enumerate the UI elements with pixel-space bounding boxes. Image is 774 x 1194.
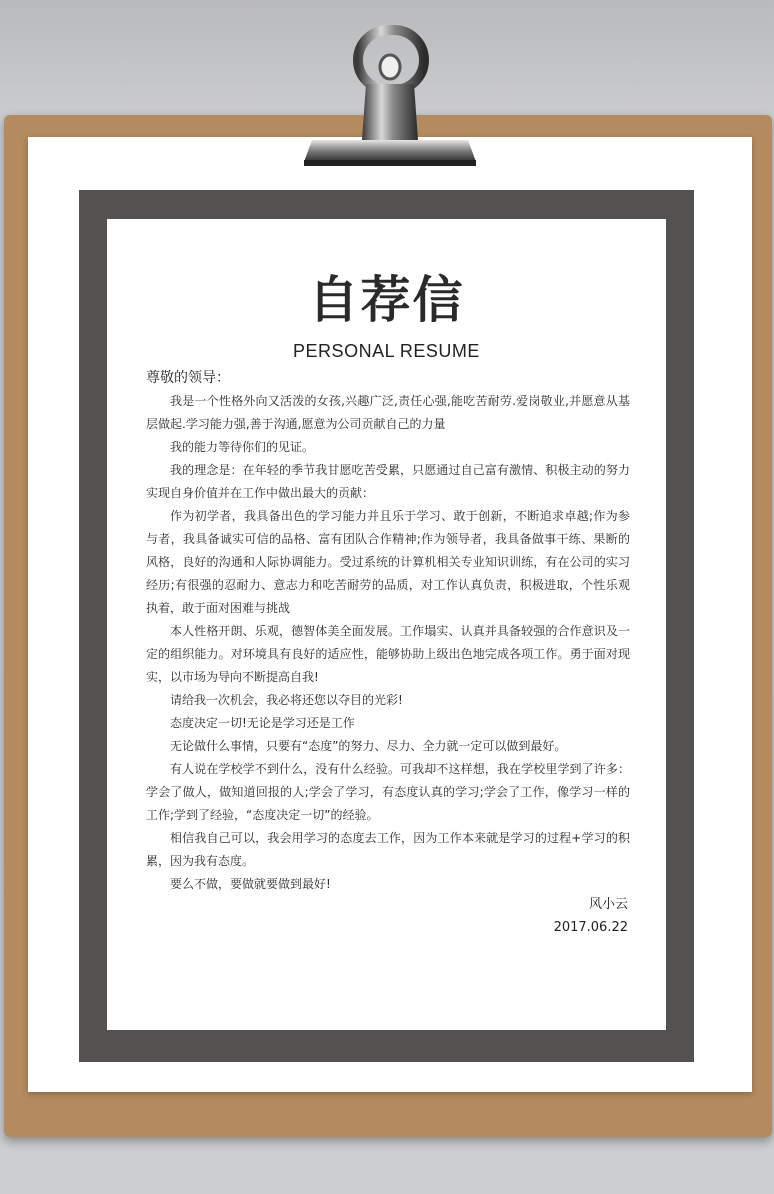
letter-title: 自荐信 bbox=[308, 271, 465, 329]
letter-paragraph: 有人说在学校学不到什么，没有什么经验。可我却不这样想，我在学校里学到了许多：学会了做人，做知道回报的人;学会了学习，有态度认真的学习;学会了工作，像学习一样的工作;学到了经验，“态度决定一切”的经验。 bbox=[146, 762, 630, 822]
letter-body bbox=[146, 390, 630, 896]
binder-clip-icon bbox=[300, 22, 480, 182]
letter-subtitle: PERSONAL RESUME bbox=[293, 341, 480, 361]
letter-paragraph: 无论做什么事情，只要有“态度”的努力、尽力、全力就一定可以做到最好。 bbox=[170, 739, 567, 753]
letter-paragraph: 我的能力等待你们的见证。 bbox=[170, 440, 315, 454]
letter-paragraph: 请给我一次机会，我必将还您以夺目的光彩! bbox=[170, 693, 403, 707]
signature-name: 风小云 bbox=[588, 897, 628, 912]
letter-paragraph: 我的理念是：在年轻的季节我甘愿吃苦受累，只愿通过自己富有激情、积极主动的努力实现自身价值并在工作中做出最大的贡献： bbox=[146, 463, 630, 500]
letter-paragraph: 要么不做，要做就要做到最好! bbox=[170, 877, 331, 891]
letter-paragraph: 态度决定一切!无论是学习还是工作 bbox=[170, 716, 355, 730]
letter-paragraph: 我是一个性格外向又活泼的女孩,兴趣广泛,责任心强,能吃苦耐劳.爱岗敬业,并愿意从基层做起.学习能力强,善于沟通,愿意为公司贡献自己的力量 bbox=[146, 394, 630, 431]
letter-greeting: 尊敬的领导： bbox=[146, 370, 230, 386]
letter-paragraph: 本人性格开朗、乐观，德智体美全面发展。工作塌实、认真并具备较强的合作意识及一定的组织能力。对环境具有良好的适应性，能够协助上级出色地完成各项工作。勇于面对现实，以市场为导向不断提高自我! bbox=[146, 624, 630, 684]
signature-date: 2017.06.22 bbox=[553, 920, 628, 935]
letter-paragraph: 作为初学者，我具备出色的学习能力并且乐于学习、敢于创新，不断追求卓越;作为参与者，我具备诚实可信的品格、富有团队合作精神;作为领导者，我具备做事干练、果断的风格，良好的沟通和人际协调能力。受过系统的计算机相关专业知识训练，有在公司的实习经历;有很强的忍耐力、意志力和吃苦耐劳的品质，对工作认真负责，积极进取，个性乐观执着，敢于面对困难与挑战 bbox=[146, 509, 630, 615]
letter-paragraph: 相信我自己可以，我会用学习的态度去工作，因为工作本来就是学习的过程+学习的积累，因为我有态度。 bbox=[146, 831, 630, 868]
signature-block bbox=[480, 893, 628, 939]
